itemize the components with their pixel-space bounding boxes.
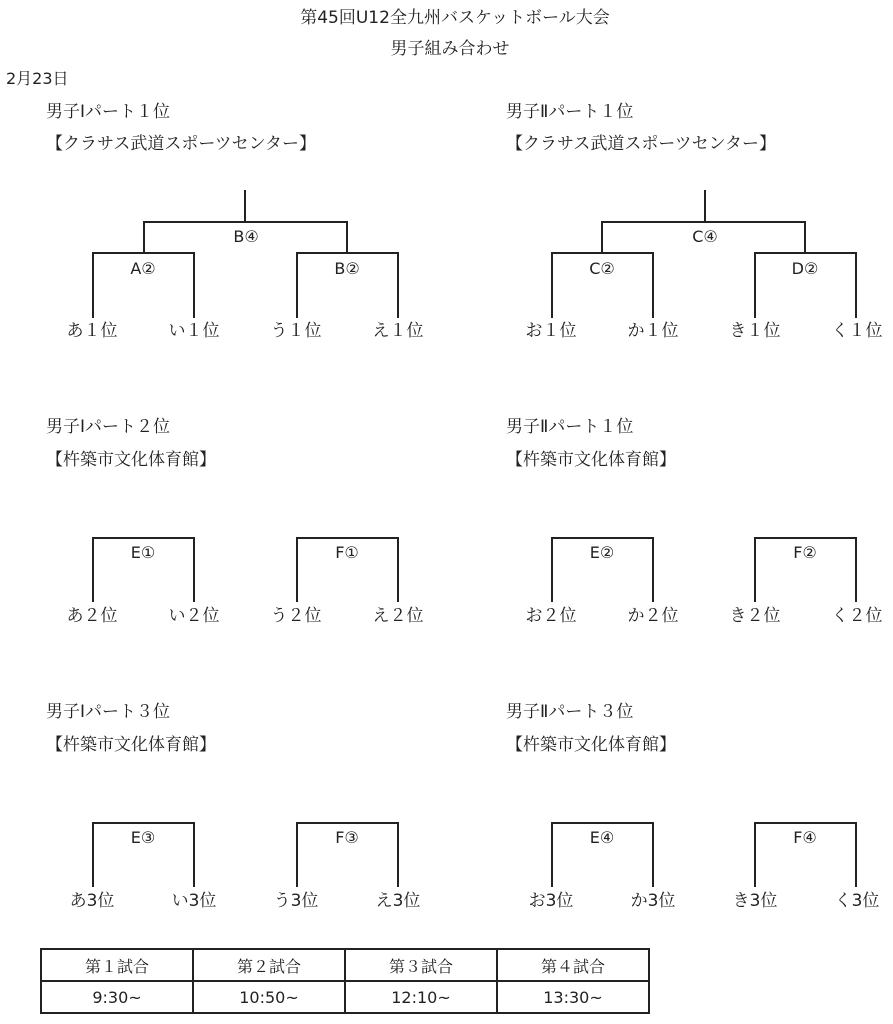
- team-slot: お２位: [525, 606, 577, 626]
- venue-label: 【杵築市文化体育館】: [506, 735, 676, 755]
- team-slot: あ２位: [66, 606, 118, 626]
- venue-label: 【杵築市文化体育館】: [46, 450, 216, 470]
- team-slot: き２位: [729, 606, 781, 626]
- schedule-time-cell: 9:30~: [41, 981, 193, 1013]
- section-title: 男子Ⅱパート１位: [506, 417, 634, 437]
- game-label: F①: [335, 543, 359, 562]
- team-slot: え3位: [375, 891, 421, 911]
- schedule-header-cell: 第１試合: [41, 949, 193, 981]
- section-title: 男子Ⅰパート１位: [46, 102, 171, 122]
- venue-label: 【クラサス武道スポーツセンター】: [46, 134, 316, 154]
- game-label: F④: [793, 828, 817, 847]
- game-label: C④: [692, 227, 718, 246]
- team-slot: き１位: [729, 321, 781, 341]
- game-label: F②: [793, 543, 817, 562]
- game-label: E④: [589, 828, 615, 847]
- team-slot: え１位: [372, 321, 424, 341]
- venue-label: 【杵築市文化体育館】: [506, 450, 676, 470]
- team-slot: か3位: [630, 891, 676, 911]
- schedule-header-cell: 第４試合: [497, 949, 649, 981]
- team-slot: か１位: [627, 321, 679, 341]
- team-slot: か２位: [627, 606, 679, 626]
- schedule-header-cell: 第２試合: [193, 949, 345, 981]
- game-label: E①: [130, 543, 156, 562]
- game-label: E②: [589, 543, 615, 562]
- page-subtitle: 男子組み合わせ: [390, 39, 510, 59]
- page-title: 第45回U12全九州バスケットボール大会: [300, 8, 610, 28]
- schedule-header-row: [41, 949, 649, 981]
- game-label: B④: [233, 227, 259, 246]
- section-title: 男子Ⅰパート３位: [46, 702, 171, 722]
- game-label: A②: [130, 259, 156, 278]
- schedule-time-row: [41, 981, 649, 1013]
- venue-label: 【クラサス武道スポーツセンター】: [506, 134, 776, 154]
- team-slot: お１位: [525, 321, 577, 341]
- team-slot: う3位: [273, 891, 319, 911]
- team-slot: い3位: [171, 891, 217, 911]
- game-label: F③: [335, 828, 359, 847]
- team-slot: き3位: [732, 891, 778, 911]
- game-label: C②: [589, 259, 615, 278]
- date-label: 2月23日: [6, 69, 69, 88]
- game-label: B②: [334, 259, 360, 278]
- team-slot: く１位: [831, 321, 883, 341]
- team-slot: う２位: [270, 606, 322, 626]
- team-slot: く２位: [831, 606, 883, 626]
- section-title: 男子Ⅱパート１位: [506, 102, 634, 122]
- schedule-time-cell: 12:10~: [345, 981, 497, 1013]
- team-slot: あ3位: [69, 891, 115, 911]
- game-label: D②: [791, 259, 819, 278]
- team-slot: く3位: [834, 891, 880, 911]
- game-label: E③: [130, 828, 156, 847]
- schedule-time-cell: 10:50~: [193, 981, 345, 1013]
- team-slot: い２位: [168, 606, 220, 626]
- schedule-table: [40, 948, 650, 1014]
- schedule-header-cell: 第３試合: [345, 949, 497, 981]
- team-slot: う１位: [270, 321, 322, 341]
- team-slot: い１位: [168, 321, 220, 341]
- team-slot: お3位: [528, 891, 574, 911]
- schedule-time-cell: 13:30~: [497, 981, 649, 1013]
- venue-label: 【杵築市文化体育館】: [46, 735, 216, 755]
- team-slot: え２位: [372, 606, 424, 626]
- team-slot: あ１位: [66, 321, 118, 341]
- section-title: 男子Ⅱパート３位: [506, 702, 634, 722]
- section-title: 男子Ⅰパート２位: [46, 417, 171, 437]
